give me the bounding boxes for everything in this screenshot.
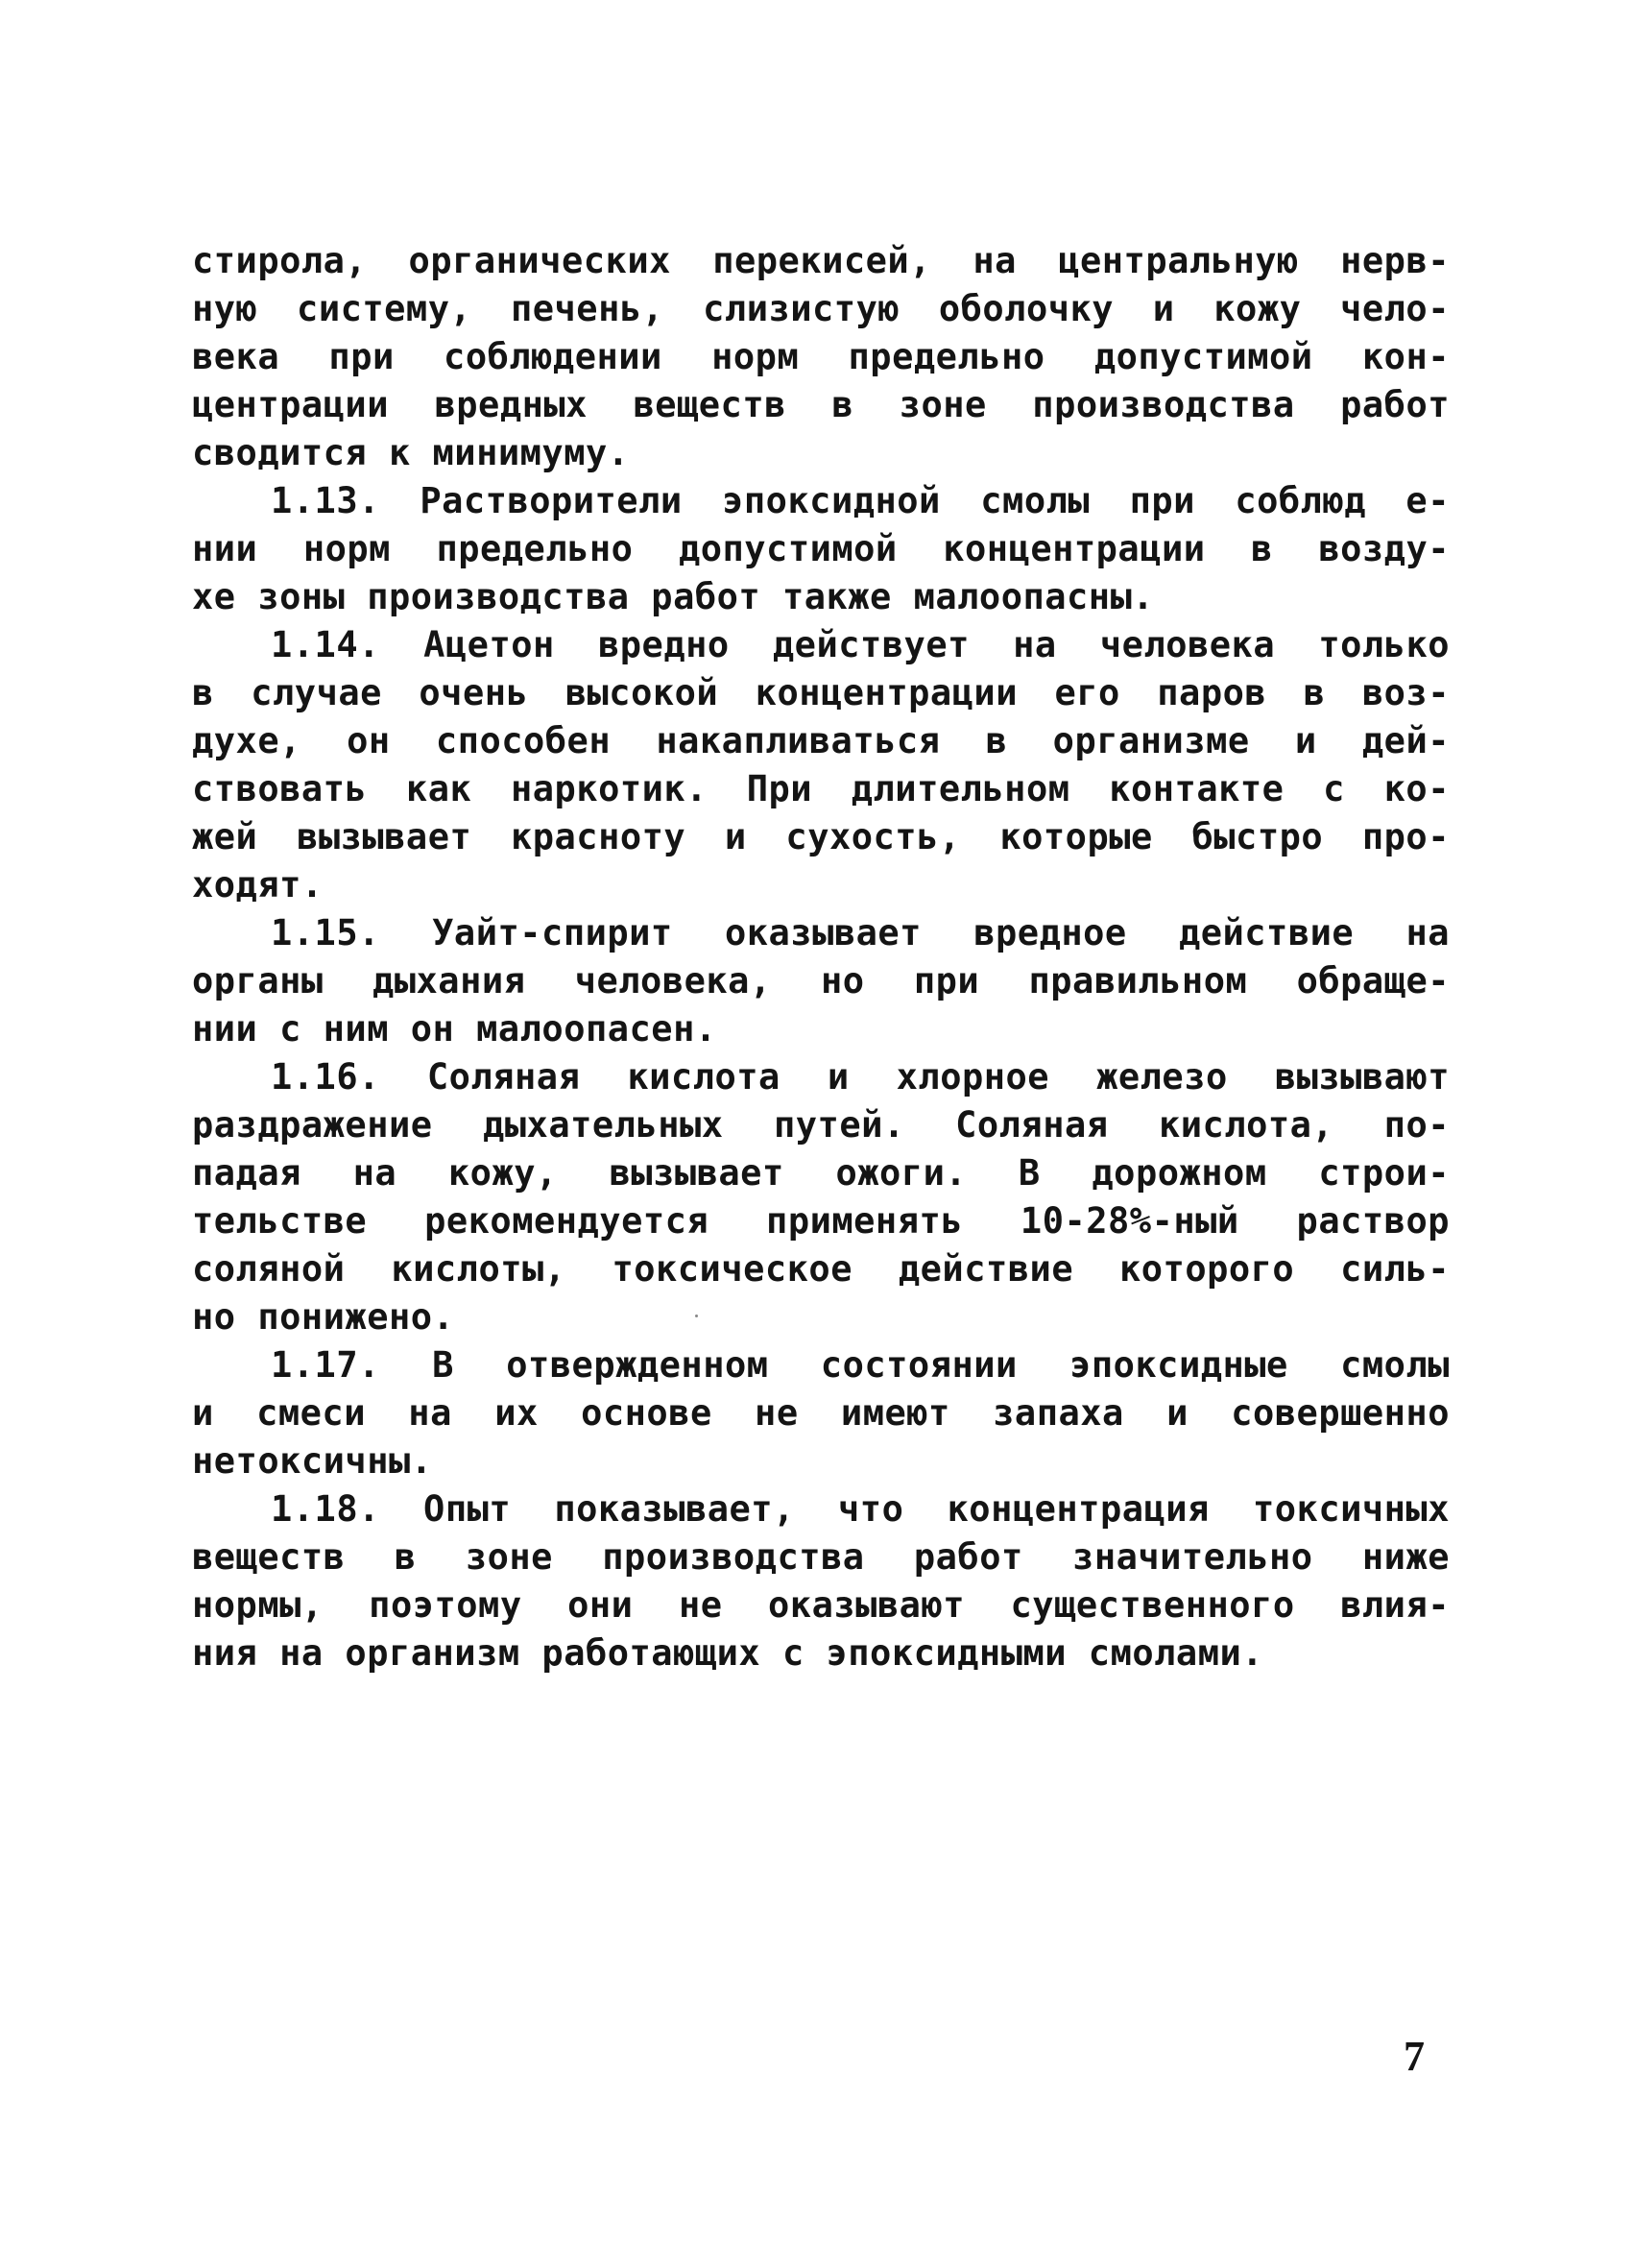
text-line: 1.16. Соляная кислота и хлорное железо вызывают (271, 1056, 1450, 1098)
page-number: 7 (1404, 2033, 1425, 2080)
text-line: ходят. (192, 864, 324, 905)
paragraph-1-13 (192, 477, 1450, 621)
paragraph-1-15 (192, 909, 1450, 1053)
text-line: 1.14. Ацетон вредно действует на человека только (271, 624, 1450, 665)
text-line: хе зоны производства работ также малоопасны. (192, 576, 1155, 617)
text-line: 1.18. Опыт показывает, что концентрация токсичных (271, 1488, 1450, 1530)
text-line: тельстве рекомендуется применять 10-28%-ный раствор (192, 1200, 1450, 1242)
paragraph-continuation (192, 237, 1450, 477)
paragraph-1-16 (192, 1053, 1450, 1341)
text-line: века при соблюдении норм предельно допустимой кон- (192, 336, 1450, 377)
text-line: стирола, органических перекисей, на центральную нерв- (192, 240, 1450, 281)
text-line: в случае очень высокой концентрации его паров в воз- (192, 672, 1450, 713)
paragraph-1-17 (192, 1341, 1450, 1485)
text-line: ную систему, печень, слизистую оболочку и кожу чело- (192, 288, 1450, 329)
text-line: нетоксичны. (192, 1440, 433, 1482)
text-line: раздражение дыхательных путей. Соляная кислота, по- (192, 1104, 1450, 1146)
paragraph-1-18 (192, 1485, 1450, 1677)
text-line: падая на кожу, вызывает ожоги. В дорожном строи- (192, 1152, 1450, 1194)
text-line: ния на организм работающих с эпоксидными смолами. (192, 1632, 1264, 1674)
text-line: веществ в зоне производства работ значительно ниже (192, 1536, 1450, 1578)
paragraph-1-14 (192, 621, 1450, 909)
text-line: и смеси на их основе не имеют запаха и совершенно (192, 1392, 1450, 1434)
text-line: центрации вредных веществ в зоне производства работ (192, 384, 1450, 425)
text-line: сводится к минимуму. (192, 432, 630, 473)
text-line: 1.13. Растворители эпоксидной смолы при соблюд е- (271, 480, 1450, 521)
text-line: но понижено. (192, 1296, 455, 1338)
body-text (192, 237, 1450, 1677)
text-line: 1.17. В отвержденном состоянии эпоксидные смолы (271, 1344, 1450, 1386)
text-line: нии норм предельно допустимой концентрации в возду- (192, 528, 1450, 569)
text-line: ствовать как наркотик. При длительном контакте с ко- (192, 768, 1450, 809)
text-line: 1.15. Уайт-спирит оказывает вредное действие на (271, 912, 1450, 953)
text-line: жей вызывает красноту и сухость, которые быстро про- (192, 816, 1450, 857)
text-line: духе, он способен накапливаться в организме и дей- (192, 720, 1450, 761)
text-line: нии с ним он малоопасен. (192, 1008, 717, 1050)
text-line: соляной кислоты, токсическое действие которого силь- (192, 1248, 1450, 1290)
scan-speck (695, 1315, 698, 1317)
text-line: органы дыхания человека, но при правильном обраще- (192, 960, 1450, 1001)
text-line: нормы, поэтому они не оказывают существенного влия- (192, 1584, 1450, 1626)
